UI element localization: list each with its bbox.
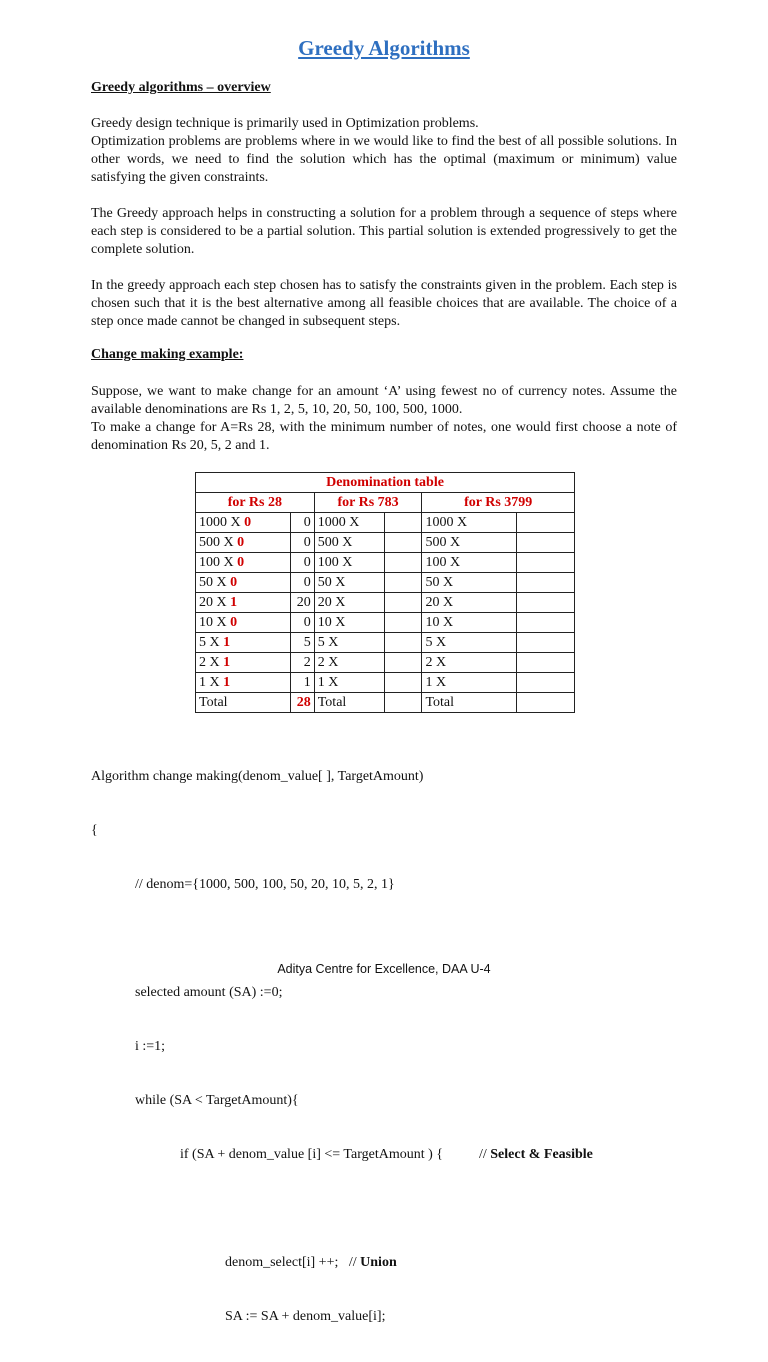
denom-3799-label: 2 X	[422, 653, 517, 673]
table-header-row	[196, 493, 575, 513]
algo-comment-denom: // denom={1000, 500, 100, 50, 20, 10, 5, 2, 1}	[135, 877, 395, 892]
denom-28-amount: 0	[290, 613, 314, 633]
denom-3799-label: 1 X	[422, 673, 517, 693]
algo-init-sa: selected amount (SA) :=0;	[135, 985, 283, 1000]
algo-select-line	[91, 1254, 593, 1272]
table-row	[196, 513, 575, 533]
table-caption-row	[196, 473, 575, 493]
table-row	[196, 613, 575, 633]
table-total-row	[196, 693, 575, 713]
algo-open-brace: {	[91, 823, 98, 838]
algo-if-condition: if (SA + denom_value [i] <= TargetAmount ) {	[180, 1147, 443, 1162]
algo-if-comment-prefix: //	[478, 1147, 491, 1162]
algo-select-stmt: denom_select[i] ++; //	[225, 1255, 361, 1270]
denom-28-count: 0	[244, 515, 252, 530]
denom-783-amount	[384, 673, 422, 693]
denom-28-label	[196, 653, 291, 673]
denom-28-amount: 2	[290, 653, 314, 673]
denom-28-note: 1 X	[199, 675, 220, 690]
table-row	[196, 573, 575, 593]
denom-28-note: 500 X	[199, 535, 234, 550]
algo-blank-line-2	[91, 1200, 593, 1218]
algo-blank-line	[91, 930, 593, 948]
denom-3799-amount	[517, 533, 575, 553]
overview-paragraph-2: The Greedy approach helps in constructing a solution for a problem through a sequence of steps where each step is considered to be a partial solution. This partial solution is extended progressively to get the complete solution.	[91, 206, 677, 257]
denom-28-amount: 0	[290, 533, 314, 553]
denom-28-amount: 0	[290, 513, 314, 533]
table-row	[196, 633, 575, 653]
denom-28-label	[196, 673, 291, 693]
denom-28-count: 0	[230, 615, 238, 630]
denom-28-amount: 0	[290, 553, 314, 573]
denom-783-amount	[384, 653, 422, 673]
denom-3799-amount	[517, 573, 575, 593]
denom-28-count: 1	[223, 655, 231, 670]
denom-783-label: 10 X	[314, 613, 384, 633]
denom-3799-amount	[517, 553, 575, 573]
denom-28-note: 20 X	[199, 595, 227, 610]
algo-union-comment: Union	[360, 1255, 397, 1270]
denom-28-label	[196, 553, 291, 573]
denom-28-label	[196, 533, 291, 553]
denom-28-count: 0	[230, 575, 238, 590]
header-rs-3799: for Rs 3799	[422, 493, 575, 513]
denom-28-note: 50 X	[199, 575, 227, 590]
denom-783-amount	[384, 553, 422, 573]
denom-783-label: 1000 X	[314, 513, 384, 533]
overview-line: Greedy design technique is primarily used in Optimization problems.	[91, 116, 479, 131]
overview-paragraph-3: In the greedy approach each step chosen has to satisfy the constraints given in the problem. Each step is chosen such that it is the best alternative among all feasible choices that are available. The choice of a step once made cannot be changed in subsequent steps.	[91, 278, 677, 329]
denom-28-amount: 1	[290, 673, 314, 693]
denom-783-label: 1 X	[314, 673, 384, 693]
total-value-28: 28	[290, 693, 314, 713]
denom-28-count: 1	[223, 635, 231, 650]
page-footer: Aditya Centre for Excellence, DAA U-4	[277, 962, 491, 976]
denom-783-label: 5 X	[314, 633, 384, 653]
denom-783-amount	[384, 533, 422, 553]
denom-28-count: 0	[237, 535, 245, 550]
denom-3799-label: 500 X	[422, 533, 517, 553]
algo-signature: Algorithm change making(denom_value[ ], TargetAmount)	[91, 769, 424, 784]
table-row	[196, 553, 575, 573]
denom-3799-amount	[517, 633, 575, 653]
total-label-28: Total	[196, 693, 291, 713]
denom-28-note: 5 X	[199, 635, 220, 650]
total-value-783	[384, 693, 422, 713]
algo-sa-update: SA := SA + denom_value[i];	[225, 1309, 386, 1324]
denom-3799-label: 1000 X	[422, 513, 517, 533]
denom-3799-amount	[517, 653, 575, 673]
algo-init-i: i :=1;	[135, 1039, 166, 1054]
denom-783-amount	[384, 513, 422, 533]
algo-while: while (SA < TargetAmount){	[135, 1093, 299, 1108]
denom-783-label: 2 X	[314, 653, 384, 673]
header-rs-783: for Rs 783	[314, 493, 422, 513]
algo-if-comment: Select & Feasible	[490, 1147, 593, 1162]
denom-3799-label: 5 X	[422, 633, 517, 653]
denom-783-label: 100 X	[314, 553, 384, 573]
denom-3799-label: 100 X	[422, 553, 517, 573]
denom-783-label: 20 X	[314, 593, 384, 613]
denom-28-note: 2 X	[199, 655, 220, 670]
denom-28-label	[196, 593, 291, 613]
algo-if-line	[91, 1146, 593, 1164]
overview-heading: Greedy algorithms – overview	[91, 80, 271, 95]
change-making-heading: Change making example:	[91, 347, 244, 362]
denom-783-amount	[384, 613, 422, 633]
change-making-paragraph-2: To make a change for A=Rs 28, with the minimum number of notes, one would first choose a note of denomination Rs 20, 5, 2 and 1.	[91, 420, 677, 453]
total-value-3799	[517, 693, 575, 713]
table-row	[196, 533, 575, 553]
table-row	[196, 593, 575, 613]
page-title: Greedy Algorithms	[298, 36, 470, 60]
total-label-783: Total	[314, 693, 384, 713]
denom-783-amount	[384, 633, 422, 653]
denomination-table	[195, 472, 575, 713]
denom-28-label	[196, 633, 291, 653]
total-label-3799: Total	[422, 693, 517, 713]
change-making-paragraph-1: Suppose, we want to make change for an amount ‘A’ using fewest no of currency notes. Assume the available denominations are Rs 1, 2, 5, 10, 20, 50, 100, 500, 1000.	[91, 384, 677, 417]
header-rs-28: for Rs 28	[196, 493, 315, 513]
denom-28-label	[196, 513, 291, 533]
denom-3799-amount	[517, 613, 575, 633]
denom-3799-amount	[517, 593, 575, 613]
denom-28-label	[196, 573, 291, 593]
denom-28-label	[196, 613, 291, 633]
denom-28-amount: 20	[290, 593, 314, 613]
denom-28-note: 1000 X	[199, 515, 241, 530]
denom-3799-label: 10 X	[422, 613, 517, 633]
denom-28-count: 0	[237, 555, 245, 570]
table-caption: Denomination table	[196, 473, 575, 493]
denom-783-amount	[384, 573, 422, 593]
overview-paragraph-1	[91, 115, 677, 187]
denom-783-amount	[384, 593, 422, 613]
denom-28-amount: 0	[290, 573, 314, 593]
denom-28-amount: 5	[290, 633, 314, 653]
denom-3799-amount	[517, 673, 575, 693]
denom-28-count: 1	[223, 675, 231, 690]
denom-3799-label: 20 X	[422, 593, 517, 613]
table-row	[196, 653, 575, 673]
denom-28-note: 10 X	[199, 615, 227, 630]
overview-optimization-text: Optimization problems are problems where in we would like to find the best of all possible solutions. In other words, we need to find the solution which has the optimal (maximum or minimum) value satisfying the given constraints.	[91, 134, 677, 185]
denom-783-label: 500 X	[314, 533, 384, 553]
denom-28-count: 1	[230, 595, 238, 610]
denom-28-note: 100 X	[199, 555, 234, 570]
denom-3799-amount	[517, 513, 575, 533]
denom-783-label: 50 X	[314, 573, 384, 593]
algorithm-listing	[91, 732, 593, 1362]
table-row	[196, 673, 575, 693]
denom-3799-label: 50 X	[422, 573, 517, 593]
